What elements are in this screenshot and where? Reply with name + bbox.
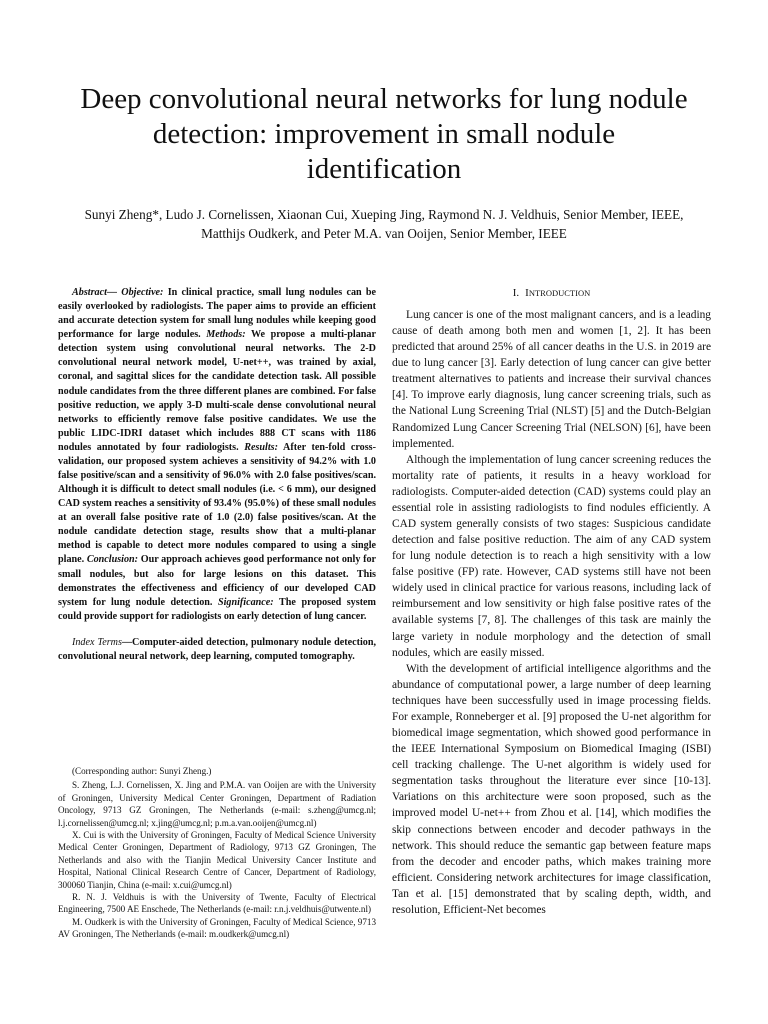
author-list: Sunyi Zheng*, Ludo J. Cornelissen, Xiaonan Cui, Xueping Jing, Raymond N. J. Veldhuis, Senior Member, IEEE, Matthijs Oudkerk, and Peter M.A. van Ooijen, Senior Member, IEEE	[84, 207, 684, 241]
affiliation-note-3: R. N. J. Veldhuis is with the University of Twente, Faculty of Electrical Engineering, 7500 AE Enschede, The Netherlands (e-mail: r.n.j.veldhuis@utwente.nl)	[58, 892, 376, 915]
objective-text: In clinical practice, small lung nodules can be easily overlooked by radiologists. The paper aims to provide an efficient and accurate detection system for small lung nodules while keeping good performance for large nodules.	[58, 287, 377, 341]
conclusion-label: Conclusion:	[86, 554, 139, 566]
section-number: I.	[512, 287, 520, 299]
significance-label: Significance:	[217, 596, 274, 608]
affiliation-note-1: S. Zheng, L.J. Cornelissen, X. Jing and P.M.A. van Ooijen are with the University of Groningen, University Medical Center Groningen, Department of Radiation Oncology, 9713 GZ Groningen, The Netherlands (e-mail: s.zheng@umcg.nl; l.j.cornelissen@umcg.nl; x.jing@umcg.nl; p.m.a.van.ooijen@umcg.nl)	[58, 780, 376, 828]
conclusion-text: Our approach achieves good performance not only for small nodules, but also for large lesions on this dataset. This demonstrates the effectiveness and efficiency of our developed CAD system for lung nodule detection.	[58, 554, 376, 608]
objective-label: Objective:	[121, 287, 164, 298]
affiliation-note-2: X. Cui is with the University of Groningen, Faculty of Medical Science University Medical Center Groningen, Department of Radiology, 9713 GZ Groningen, The Netherlands and also with the Tianjin Medical University Cancer Institute and Hospital, National Clinical Research Centre of Cancer, Department of Radiology, 300060 Tianjin, China (e-mail: x.cui@umcg.nl)	[58, 830, 376, 890]
significance-text: The proposed system could provide support for radiologists on early detection of lung cancer.	[58, 596, 376, 622]
author-footnote	[58, 765, 376, 941]
index-terms-dash: —	[121, 636, 133, 648]
abstract	[58, 286, 376, 624]
paper-title: Deep convolutional neural networks for lung nodule detection: improvement in small nodule identification	[80, 83, 688, 185]
intro-paragraph-3: With the development of artificial intelligence algorithms and the abundance of computational power, a large number of deep learning techniques have been successfully used in image processing fields. For example, Ronneberger et al. [9] proposed the U-net algorithm for biomedical image segmentation, which showed good performance in the IEEE International Symposium on Biomedical Imaging (ISBI) cell tracking challenge. The U-net algorithm is widely used for segmentation tasks throughout the literature ever since [10-13]. Variations on this architecture were soon proposed, such as the improved model U-net++ from Zhou et al. [14], which modifies the skip connections between encoder and decoder pathways in the network. This should reduce the semantic gap between feature maps from the decoder and encoder paths, which makes training more efficient. Considering network architectures for image classification, Tan et al. [15] demonstrated that by scaling depth, width, and resolution, Efficient-Net becomes	[392, 662, 711, 916]
intro-paragraph-2: Although the implementation of lung cancer screening reduces the mortality rate of patients, it results in a heavy workload for radiologists. Computer-aided detection (CAD) systems could play an essential role in assisting radiologists to find nodules efficiently. A CAD system generally consists of two stages: Suspicious candidate detection and false positive reduction. The aim of any CAD system for lung nodule detection is to reach a high sensitivity with a low false positive (FP) rate. However, CAD systems still have not been widely used in clinical practice for various reasons, including lack of reimbursement and low sensitivity or high false positive rates of the available systems [7, 8]. The challenges of this task are mainly the large variety in nodule morphology and the detection of small nodules, which are easily missed.	[392, 453, 711, 659]
abstract-label: Abstract	[72, 287, 107, 298]
section-title-rest: NTRODUCTION	[528, 288, 591, 298]
intro-paragraph-1: Lung cancer is one of the most malignant cancers, and is a leading cause of death among both men and women [1, 2]. It has been predicted that around 25% of all cancer deaths in the U.S. in 2019 are due to lung cancer [3]. Early detection of lung cancer can give better treatment alternatives to patients and increase their survival chances [4]. To improve early diagnosis, lung cancer screening trials, such as the National Lung Screening Trial (NLST) [5] and the Dutch-Belgian Randomized Lung Cancer Screening Trial (NELSON) [6], have been implemented.	[392, 309, 711, 450]
section-title-initial: I	[525, 287, 529, 299]
affiliation-note-4: M. Oudkerk is with the University of Groningen, Faculty of Medical Science, 9713 AV Groningen, The Netherlands (e-mail: m.oudkerk@umcg.nl)	[58, 916, 376, 940]
index-terms-text: Computer-aided detection, pulmonary nodule detection, convolutional neural network, deep learning, computed tomography.	[58, 636, 376, 662]
results-text: After ten-fold cross-validation, our proposed system achieves a sensitivity of 94.2% with 1.0 false positive/scan and a sensitivity of 96.0% with 2.0 false positives/scan. Although it is difficult to detect small nodules (i.e. < 6 mm), our designed CAD system reaches a sensitivity of 93.4% (95.0%) of these small nodules at an overall false positive rate of 1.0 (2.0) false positives/scan. At the nodule candidate detection stage, results show that a multi-planar method is capable to detect more nodules compared to using a single plane.	[58, 441, 376, 566]
left-column	[58, 286, 376, 664]
results-label: Results:	[244, 441, 278, 453]
corresponding-author-note: (Corresponding author: Sunyi Zheng.)	[72, 766, 212, 776]
section-heading	[392, 286, 711, 301]
abstract-dash: —	[106, 287, 122, 298]
index-terms-label: Index Terms	[72, 636, 122, 648]
methods-text: We propose a multi-planar detection system using convolutional neural networks. The 2-D convolutional neural network model, U-net++, was trained by axial, coronal, and sagittal slices for the candidate detection task. All possible nodule candidates from the three different planes are combined. For false positive reduction, we apply 3-D multi-scale dense convolutional neural networks to efficiently remove false positive candidates. We use the public LIDC-IDRI dataset which includes 888 CT scans with 1186 nodules annotated by four radiologists.	[58, 329, 376, 453]
right-column	[392, 286, 711, 918]
index-terms	[58, 636, 376, 664]
methods-label: Methods:	[206, 329, 246, 341]
